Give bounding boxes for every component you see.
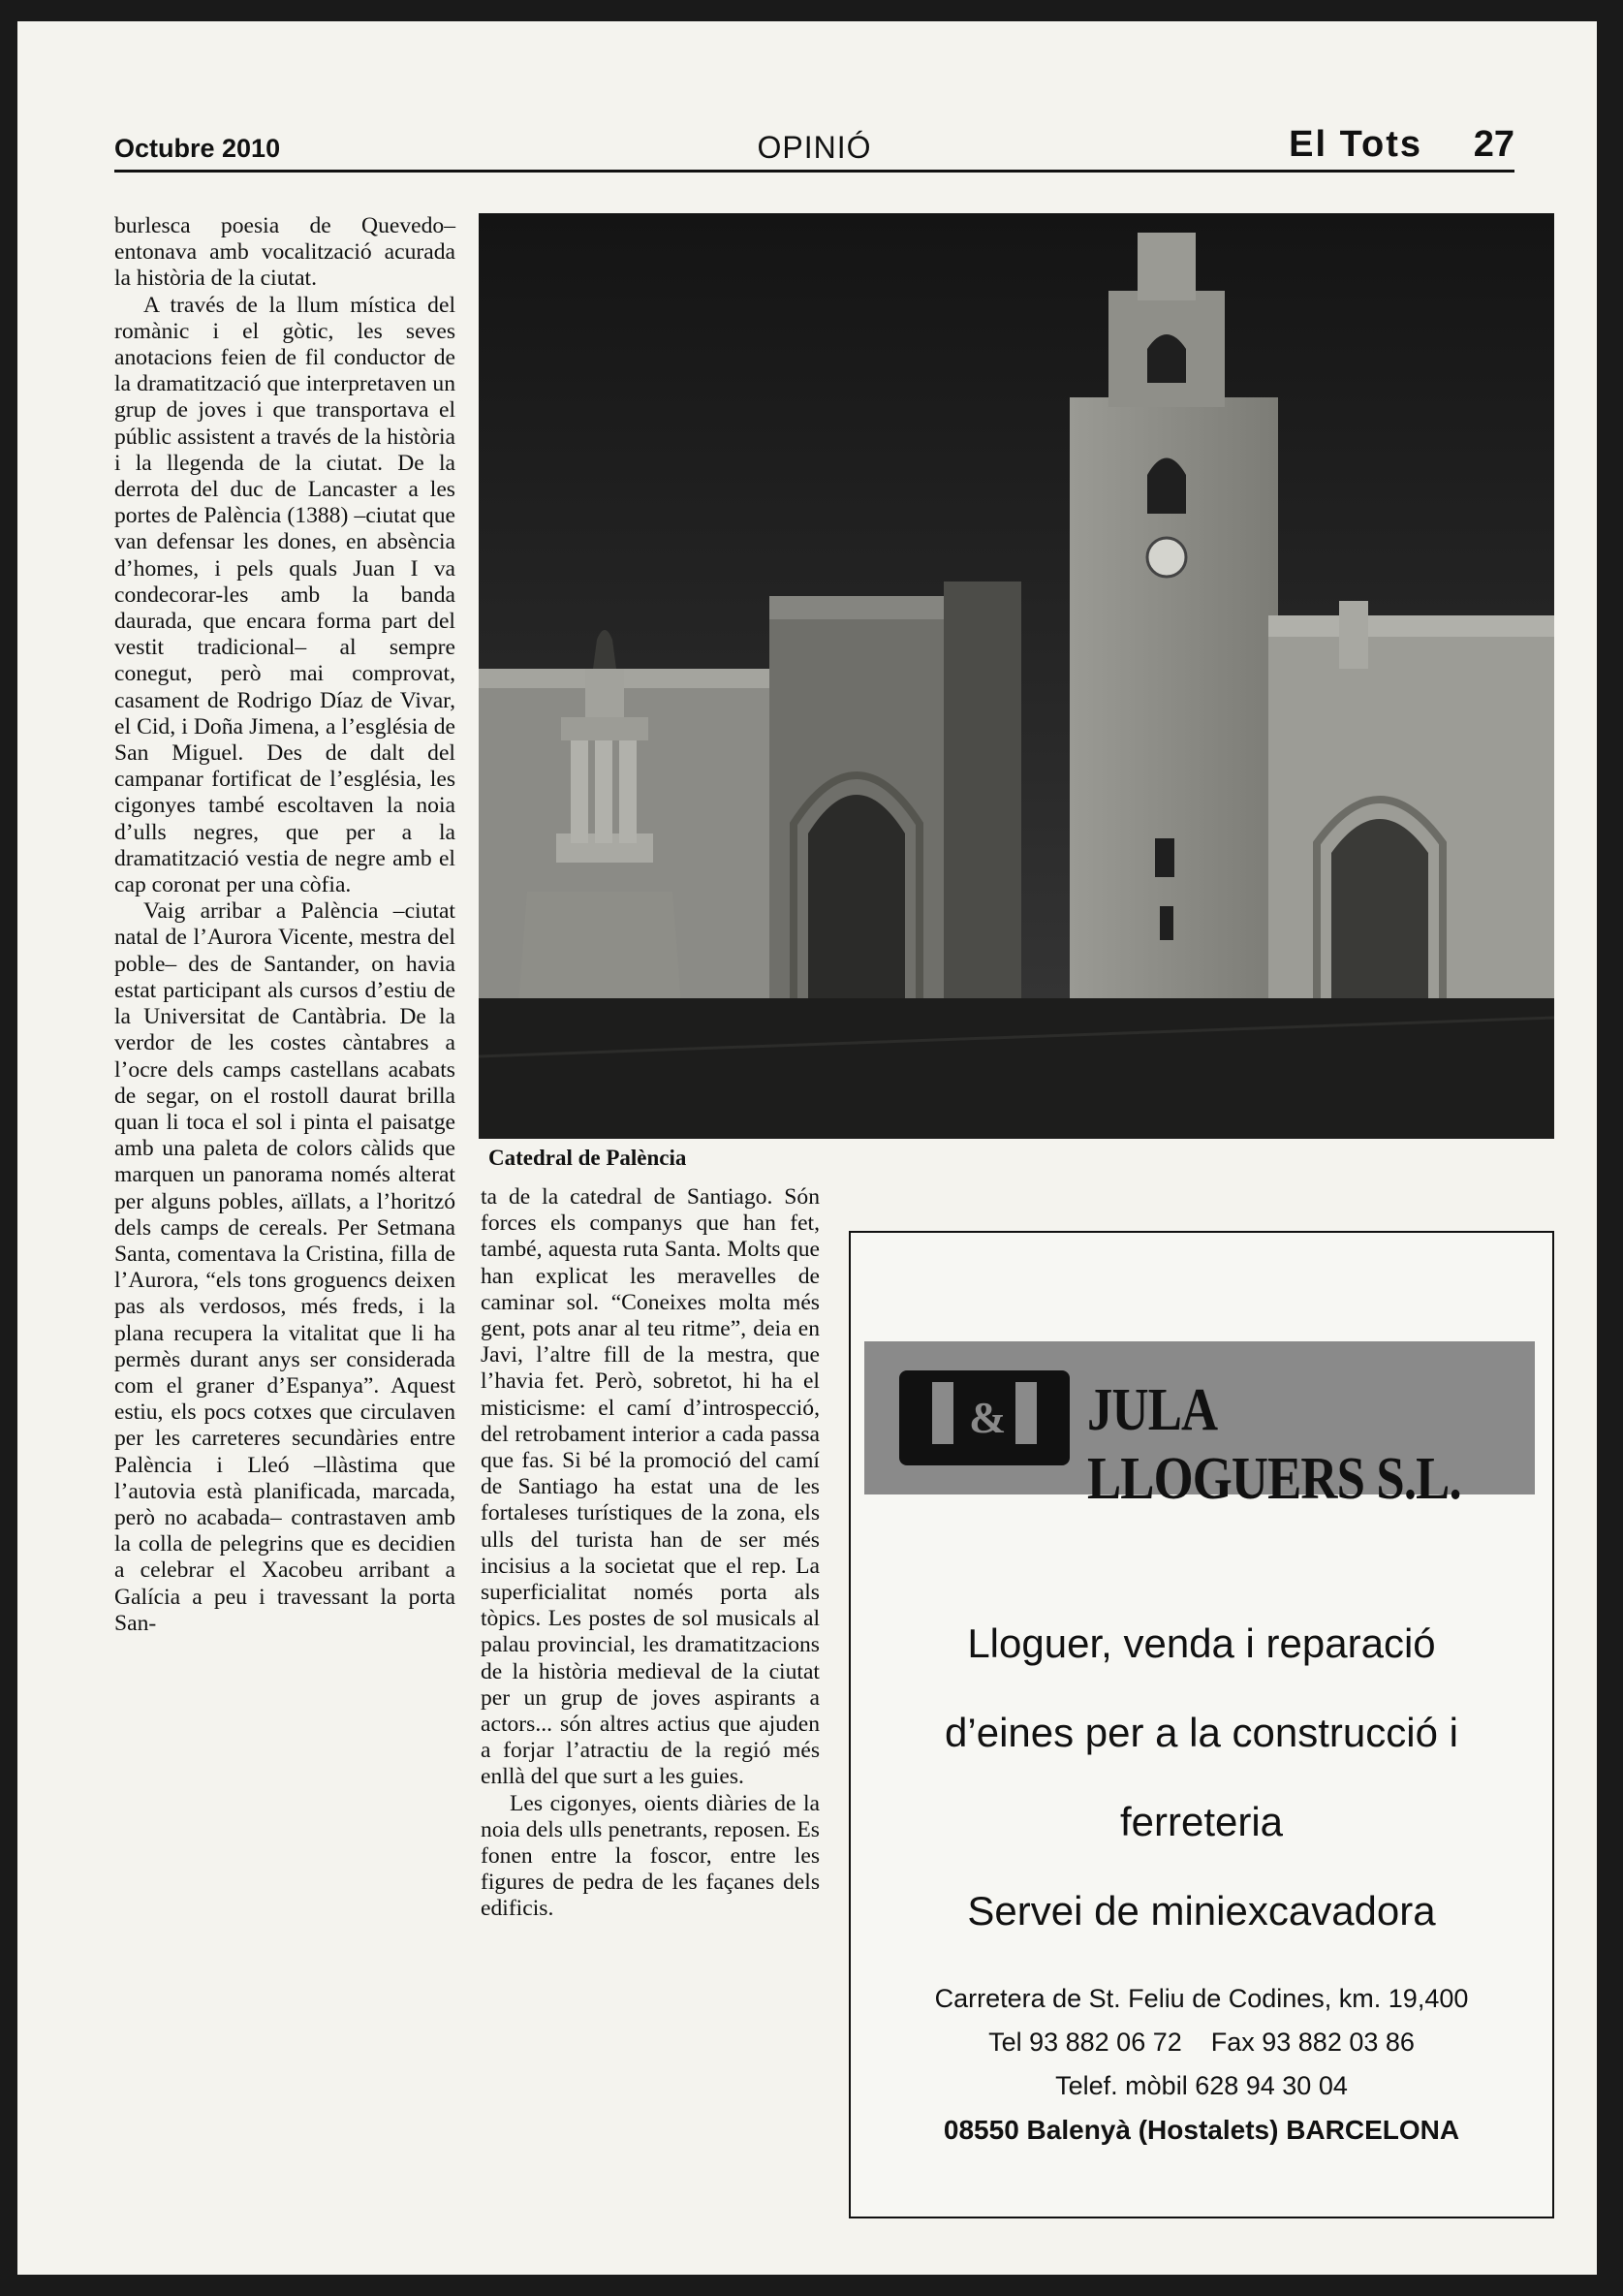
- article-column-2: [481, 1184, 820, 1923]
- ad-service-line: d’eines per a la construcció i: [945, 1710, 1458, 1755]
- company-name: JULA LLOGUERS S.L.: [1087, 1377, 1461, 1512]
- ad-address: Carretera de St. Feliu de Codines, km. 19,400: [934, 1984, 1469, 2013]
- photo-caption: Catedral de Palència: [488, 1146, 687, 1170]
- article-paragraph: A través de la llum mística del romànic i el gòtic, les seves anotacions feien de fil conductor de la dramatització que interpretaven un grup de joves i que transportava el públic assistent a través de la història i la llegenda de la ciutat. De la derrota del duc de Lancaster a les portes de Palència (1388) –ciutat que van defensar les dones, en absència d’homes, i pels quals Juan I va condecorar-les amb la banda daurada, que encara forma part del vestit tradicional– al sempre conegut, però mai comprovat, casament de Rodrigo Díaz de Vivar, el Cid, i Doña Jimena, a l’església de San Miguel. Des de dalt del campanar fortificat de l’església, les cigonyes també escoltaven la noia d’ulls negres, que per a la dramatització vestia de negre amb el cap coronat per una còfia.: [114, 292, 455, 898]
- logo-symbol: &: [969, 1393, 1007, 1442]
- cathedral-image: [479, 213, 1554, 1139]
- company-logo-icon: [899, 1370, 1070, 1465]
- cathedral-photo: [479, 213, 1554, 1139]
- page-header: [114, 113, 1514, 173]
- ad-service-line: Servei de miniexcavadora: [967, 1888, 1436, 1934]
- article-column-1: [114, 213, 455, 1637]
- ad-mobile: Telef. mòbil 628 94 30 04: [1055, 2071, 1348, 2100]
- publication-name: El Tots: [1289, 124, 1422, 165]
- ad-city: 08550 Balenyà (Hostalets) BARCELONA: [943, 2115, 1460, 2145]
- company-logo-banner: [864, 1341, 1535, 1512]
- article-paragraph: Vaig arribar a Palència –ciutat natal de l’Aurora Vicente, mestra del poble– des de Santander, on havia estat participant als cursos d’estiu de la Universitat de Cantàbria. De la verdor de les costes càntabres a l’ocre dels camps castellans acabats de segar, on el rostoll daurat brilla quan li toca el sol i pinta el paisatge amb una paleta de colors càlids que marquen un panorama només alterat per alguns pobles, aïllats, a l’horitzó dels camps de cereals. Per Setmana Santa, comentava la Cristina, filla de l’Aurora, “els tons groguencs deixen pas als verdosos, més freds, i la plana recupera la vitalitat que li ha permès durant anys ser considerada com el graner d’Espanya”. Aquest estiu, els pocs cotxes que circulaven per les carreteres secundàries entre Palència i Lleó –llàstima que l’autovia està planificada, marcada, però no acabada– contrastaven amb la colla de pelegrins que es decidien a celebrar el Xacobeu arribant a Galícia a peu i travessant la porta San-: [114, 898, 455, 1636]
- ad-phones: Tel 93 882 06 72 Fax 93 882 03 86: [988, 2028, 1415, 2057]
- advertisement: [849, 1231, 1554, 2218]
- article-paragraph: Les cigonyes, oients diàries de la noia dels ulls penetrants, reposen. Es fonen entre la foscor, entre les figures de pedra de les façanes dels edificis.: [481, 1790, 820, 1922]
- ad-service-line: Lloguer, venda i reparació: [967, 1620, 1436, 1666]
- page-number: 27: [1473, 124, 1514, 165]
- article-paragraph: ta de la catedral de Santiago. Són forces els companys que han fet, també, aquesta ruta Santa. Molts que han explicat les meravelles de caminar sol. “Coneixes molta més gent, pots anar al teu ritme”, deia en Javi, l’altre fill de la mestra, que l’havia fet. Però, sobretot, hi ha el misticisme: el camí d’introspecció, del retrobament interior a cada passa que fas. Si bé la promoció del camí de Santiago ha estat una de les fortaleses turístiques de la zona, els ulls del turista han de ser més incisius a la societat que el rep. La superficialitat només porta als tòpics. Les postes de sol musicals al palau provincial, les dramatitzacions de la història medieval de la ciutat per un grup de joves aspirants a actors... són altres actius que ajuden a forjar l’atractiu de la regió més enllà del que surt a les guies.: [481, 1184, 820, 1790]
- issue-date: Octubre 2010: [114, 134, 281, 163]
- ad-service-line: ferreteria: [1119, 1799, 1284, 1844]
- section-title: OPINIÓ: [757, 130, 872, 165]
- article-paragraph: burlesca poesia de Quevedo– entonava amb vocalització acurada la història de la ciutat.: [114, 213, 455, 292]
- newspaper-page: [17, 21, 1597, 2275]
